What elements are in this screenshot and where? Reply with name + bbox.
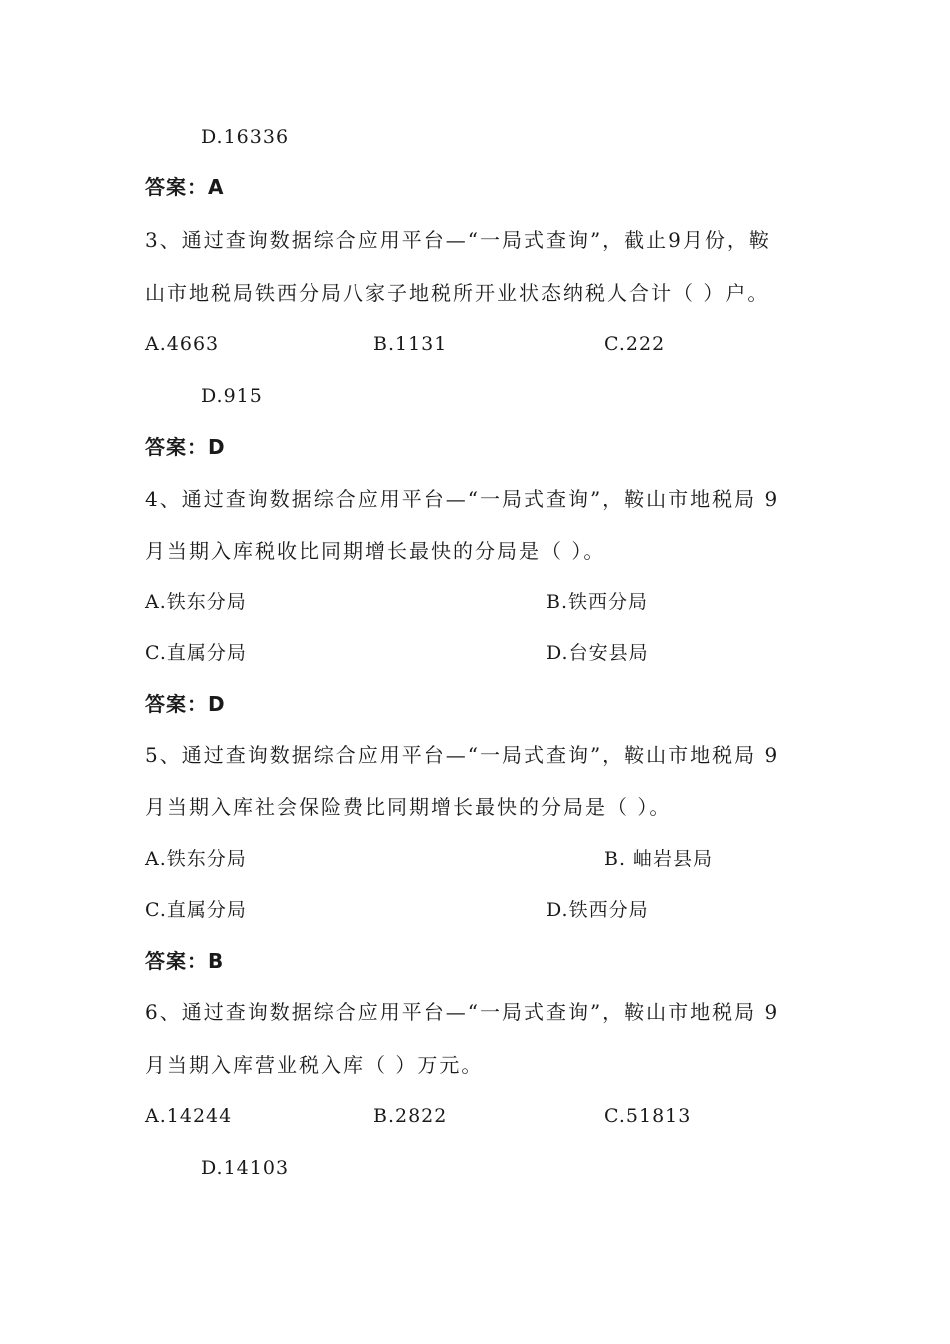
q5-text-line-1: 5、通过查询数据综合应用平台—“一局式查询”，鞍山市地税局 9 xyxy=(145,743,780,767)
q4-text-line-2: 月当期入库税收比同期增长最快的分局是（ ）。 xyxy=(145,539,606,563)
q2-option-d: D.16336 xyxy=(201,126,290,148)
q3-answer: 答案：D xyxy=(145,435,226,459)
q6-option-a: A.14244 xyxy=(145,1105,233,1127)
q4-option-b: B.铁西分局 xyxy=(546,591,649,613)
q5-option-b: B. 岫岩县局 xyxy=(604,848,714,870)
q3-text-line-1: 3、通过查询数据综合应用平台—“一局式查询”，截止9月份，鞍 xyxy=(145,228,771,252)
q6-option-c: C.51813 xyxy=(604,1105,692,1127)
q4-option-c: C.直属分局 xyxy=(145,642,247,664)
q3-text-line-2: 山市地税局铁西分局八家子地税所开业状态纳税人合计（ ）户。 xyxy=(145,281,770,305)
q5-answer: 答案：B xyxy=(145,949,225,973)
q3-option-a: A.4663 xyxy=(145,333,220,355)
q6-text-line-2: 月当期入库营业税入库（ ）万元。 xyxy=(145,1053,484,1077)
q6-text-line-1: 6、通过查询数据综合应用平台—“一局式查询”，鞍山市地税局 9 xyxy=(145,1000,780,1024)
q4-option-a: A.铁东分局 xyxy=(145,591,247,613)
q3-option-b: B.1131 xyxy=(373,333,448,355)
q4-answer: 答案：D xyxy=(145,692,226,716)
q4-text-line-1: 4、通过查询数据综合应用平台—“一局式查询”，鞍山市地税局 9 xyxy=(145,487,780,511)
q6-option-d: D.14103 xyxy=(201,1157,290,1179)
q2-answer: 答案：A xyxy=(145,175,225,199)
q3-option-d: D.915 xyxy=(201,385,263,407)
q5-text-line-2: 月当期入库社会保险费比同期增长最快的分局是（ ）。 xyxy=(145,795,672,819)
q4-option-d: D.台安县局 xyxy=(546,642,649,664)
q6-option-b: B.2822 xyxy=(373,1105,448,1127)
q5-option-d: D.铁西分局 xyxy=(546,899,649,921)
q5-option-c: C.直属分局 xyxy=(145,899,247,921)
q5-option-a: A.铁东分局 xyxy=(145,848,247,870)
q3-option-c: C.222 xyxy=(604,333,666,355)
